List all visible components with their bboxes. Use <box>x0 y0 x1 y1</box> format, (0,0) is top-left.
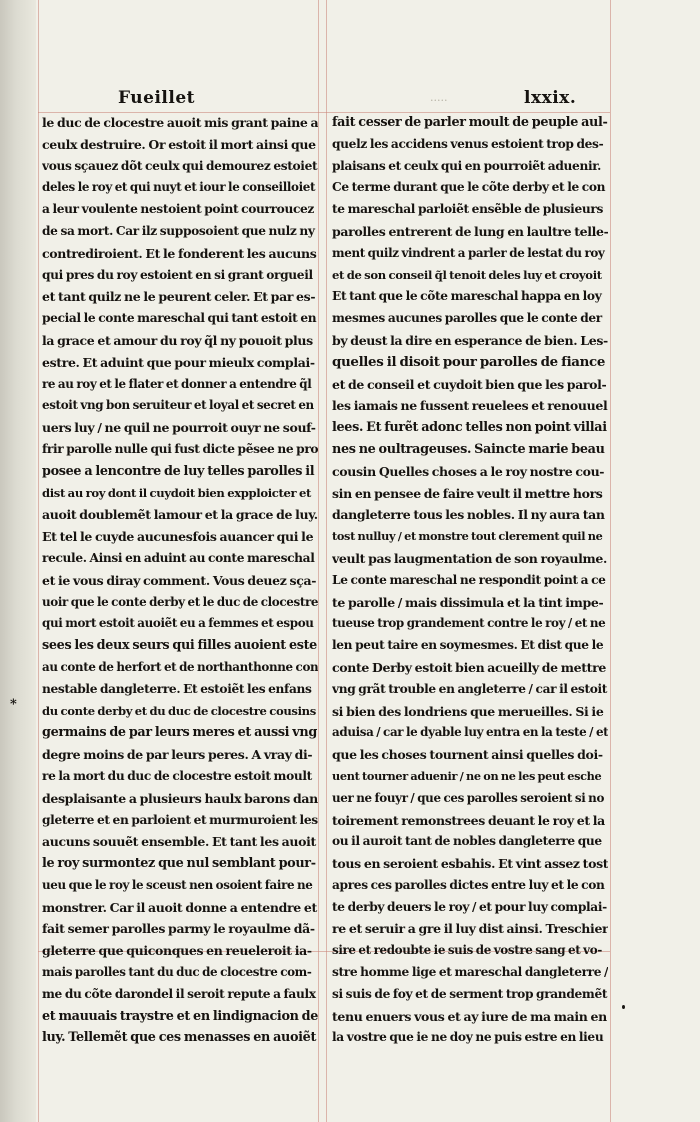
text-line: sire et redoubte ie suis de vostre sang et vo- <box>332 943 602 958</box>
text-line: vous sçauez dõt ceulx qui demourez estoiet <box>42 158 318 173</box>
text-line: re au roy et le flater et donner a entendre q̃l <box>42 376 312 391</box>
text-line: sin en pensee de faire veult il mettre hors <box>332 485 603 501</box>
text-line: stre homme lige et mareschal dangleterre / <box>332 965 608 980</box>
text-line: toirement remonstrees deuant le roy et la <box>332 812 605 828</box>
text-line: recule. Ainsi en aduint au conte mareschal <box>42 550 315 565</box>
text-line: dangleterre tous les nobles. Il ny aura tan <box>332 507 605 523</box>
rule-right-inner <box>326 0 327 1122</box>
text-line: qui pres du roy estoient en si grant orgueil <box>42 267 313 282</box>
text-line: by deust la dire en esperance de bien. Les- <box>332 332 608 348</box>
text-line: si suis de foy et de serment trop grandemẽt <box>332 986 608 1001</box>
text-line: Et tel le cuyde aucunesfois auancer qui le <box>42 529 314 545</box>
text-line: fait semer parolles parmy le royaulme dã- <box>42 921 315 937</box>
text-line: re la mort du duc de clocestre estoit moult <box>42 768 312 783</box>
text-line: du conte derby et du duc de clocestre cousins <box>42 703 316 718</box>
text-line: et de conseil et cuydoit bien que les parol- <box>332 376 607 392</box>
text-line: uoir que le conte derby et le duc de clocestre <box>42 594 318 609</box>
text-line: pecial le conte mareschal qui tant estoit en <box>42 311 317 326</box>
ink-speck <box>622 1005 625 1009</box>
text-line: frir parolle nulle qui fust dicte pẽsee ne pro <box>42 441 318 456</box>
text-line: fait cesser de parler moult de peuple aul- <box>332 115 608 130</box>
text-line: le roy surmontez que nul semblant pour- <box>42 856 316 872</box>
text-line: au conte de herfort et de northanthonne con <box>42 659 318 674</box>
text-line: nestable dangleterre. Et estoiẽt les enfans <box>42 681 312 696</box>
text-line: tost nulluy / et monstre tout clerement quil ne <box>332 529 603 544</box>
text-line: tueuse trop grandement contre le roy / et ne <box>332 616 606 631</box>
text-line: auoit doublemẽt lamour et la grace de luy. <box>42 507 318 523</box>
text-line: ou il auroit tant de nobles dangleterre que <box>332 834 602 849</box>
text-line: tenu enuers vous et ay iure de ma main en <box>332 1008 607 1024</box>
text-line: de sa mort. Car ilz supposoient que nulz ny <box>42 223 315 238</box>
text-line: posee a lencontre de luy telles parolles il <box>42 463 315 479</box>
text-line: estre. Et aduint que pour mieulx complai- <box>42 354 315 370</box>
text-line: te derby deuers le roy / et pour luy complai- <box>332 899 607 914</box>
text-line: monstrer. Car il auoit donne a entendre et <box>42 899 317 915</box>
text-line: contrediroient. Et le fonderent les aucuns <box>42 245 317 261</box>
text-column-left <box>42 112 318 1049</box>
text-line: deles le roy et qui nuyt et iour le conseilloiet <box>42 180 316 195</box>
text-line: la grace et amour du roy q̃l ny pouoit plus <box>42 332 313 348</box>
text-line: que les choses tournent ainsi quelles doi- <box>332 747 603 763</box>
text-line: la vostre que ie ne doy ne puis estre en lieu <box>332 1030 604 1045</box>
text-line: aucuns souuẽt ensemble. Et tant les auoit <box>42 834 316 850</box>
text-line: nes ne oultrageuses. Saincte marie beau <box>332 441 605 457</box>
text-line: gleterre que quiconques en reueleroit ia- <box>42 943 312 959</box>
text-line: et de son conseil q̃l tenoit deles luy et croyoit <box>332 267 602 282</box>
text-line: uent tourner aduenir / ne on ne les peut esche <box>332 768 602 783</box>
text-line: mais parolles tant du duc de clocestre com- <box>42 965 312 980</box>
show-through-text: ····· <box>430 94 448 107</box>
text-line: Le conte mareschal ne respondit point a ce <box>332 572 606 587</box>
text-line: ceulx destruire. Or estoit il mort ainsi que <box>42 136 316 152</box>
text-line: len peut taire en soymesmes. Et dist que le <box>332 638 604 653</box>
text-line: uers luy / ne quil ne pourroit ouyr ne souf- <box>42 420 316 436</box>
text-line: les iamais ne fussent reuelees et renouuel <box>332 398 608 414</box>
text-line: quelles il disoit pour parolles de fiance <box>332 353 605 370</box>
text-line: dist au roy dont il cuydoit bien expploicter et <box>42 485 312 500</box>
text-line: qui mort estoit auoiẽt eu a femmes et espou <box>42 616 314 631</box>
text-line: germains de par leurs meres et aussi vng <box>42 725 317 741</box>
text-line: vng grãt trouble en angleterre / car il estoit <box>332 681 608 696</box>
text-line: et mauuais traystre et en lindignacion de <box>42 1008 318 1024</box>
margin-asterisk: * <box>10 697 17 712</box>
text-line: desplaisante a plusieurs haulx barons dan <box>42 790 318 806</box>
text-line: luy. Tellemẽt que ces menasses en auoiẽt <box>42 1030 317 1046</box>
text-line: le duc de clocestre auoit mis grant paine a <box>42 115 318 130</box>
text-line: conte Derby estoit bien acueilly de mettre <box>332 659 606 675</box>
text-line: plaisans et ceulx qui en pourroiẽt aduenir. <box>332 158 602 173</box>
text-line: gleterre et en parloient et murmuroient les <box>42 812 318 827</box>
book-gutter <box>0 0 36 1122</box>
text-line: me du cõte darondel il seroit repute a faulx <box>42 986 316 1001</box>
text-line: quelz les accidens venus estoient trop des- <box>332 136 604 151</box>
text-line: aduisa / car le dyable luy entra en la teste / et <box>332 725 608 740</box>
text-line: re et seruir a gre il luy dist ainsi. Treschier <box>332 921 608 937</box>
rule-right-outer <box>610 0 611 1122</box>
text-line: parolles entrerent de lung en laultre telle- <box>332 223 608 239</box>
text-line: mesmes aucunes parolles que le conte der <box>332 311 602 326</box>
text-column-right <box>332 112 608 1049</box>
text-line: veult pas laugmentation de son royaulme. <box>332 550 608 566</box>
rule-left-inner <box>318 0 319 1122</box>
text-line: Et tant que le cõte mareschal happa en loy <box>332 289 602 304</box>
text-line: te mareschal parloiẽt ensẽble de plusieurs <box>332 202 603 217</box>
text-line: uer ne fouyr / que ces parolles seroient si no <box>332 790 605 805</box>
text-line: ueu que le roy le sceust nen osoient faire ne <box>42 877 313 892</box>
folio-number: lxxix. <box>524 88 577 108</box>
text-line: sees les deux seurs qui filles auoient este <box>42 638 317 654</box>
text-line: Ce terme durant que le cõte derby et le con <box>332 180 606 195</box>
text-line: estoit vng bon seruiteur et loyal et secret en <box>42 398 314 413</box>
text-line: a leur voulente nestoient point courroucez <box>42 202 314 217</box>
rule-left-outer <box>38 0 39 1122</box>
running-head-left: Fueillet <box>118 88 195 108</box>
text-line: apres ces parolles dictes entre luy et le con <box>332 877 605 892</box>
text-line: et ie vous diray comment. Vous deuez sça- <box>42 572 317 588</box>
text-line: degre moins de par leurs peres. A vray di- <box>42 747 313 763</box>
text-line: te parolle / mais dissimula et la tint impe- <box>332 594 604 610</box>
text-line: si bien des londriens que merueilles. Si ie <box>332 703 604 719</box>
text-line: lees. Et furẽt adonc telles non point villai <box>332 420 607 436</box>
text-line: ment quilz vindrent a parler de lestat du roy <box>332 245 605 260</box>
text-line: et tant quilz ne le peurent celer. Et par es- <box>42 289 316 305</box>
text-line: cousin Quelles choses a le roy nostre cou- <box>332 463 605 479</box>
text-line: tous en seroient esbahis. Et vint assez tost <box>332 856 608 872</box>
